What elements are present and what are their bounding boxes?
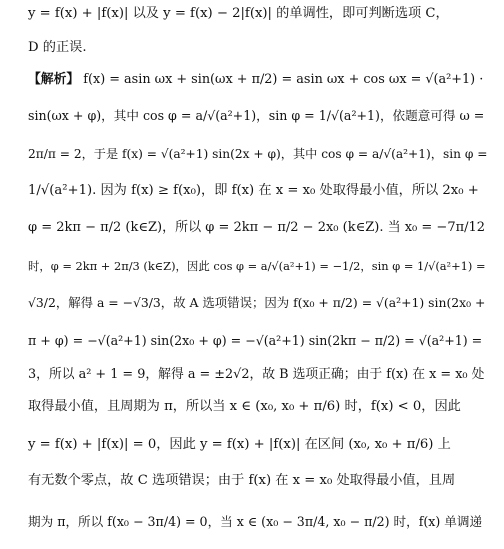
text-line-14: 有无数个零点，故 C 选项错误；由于 f(x) 在 x = x₀ 处取得最小值，且周 [28,473,456,488]
text-line-11: 3，所以 a² + 1 = 9，解得 a = ±2√2，故 B 选项正确；由于 f(x) 在 x = x₀ 处 [28,367,485,382]
text-line-2: D 的正误. [28,40,87,55]
text-line-8: 时，φ = 2kπ + 2π/3 (k∈Z)，因此 cos φ = a/√(a²+1) = −1/2，sin φ = 1/√(a²+1) = [28,259,486,273]
text-line-9: √3/2，解得 a = −√3/3，故 A 选项错误；因为 f(x₀ + π/2) = √(a²+1) sin(2x₀ + [28,295,486,310]
text-line-5: 2π/π = 2，于是 f(x) = √(a²+1) sin(2x + φ)，其中 cos φ = a/√(a²+1)，sin φ = [28,147,488,161]
text-line-13: y = f(x) + |f(x)| = 0，因此 y = f(x) + |f(x)| 在区间 (x₀, x₀ + π/6) 上 [28,437,451,452]
text-line-6: 1/√(a²+1). 因为 f(x) ≥ f(x₀)，即 f(x) 在 x = x₀ 处取得最小值，所以 2x₀ + [28,183,479,198]
text-line-3: 【解析】 f(x) = asin ωx + sin(ωx + π/2) = asin ωx + cos ωx = √(a²+1) · [28,72,484,87]
analysis-heading: 【解析】 [28,72,80,87]
text-line-7: φ = 2kπ − π/2 (k∈Z)，所以 φ = 2kπ − π/2 − 2x₀ (k∈Z). 当 x₀ = −7π/12 [28,220,486,235]
text-line-12: 取得最小值，且周期为 π，所以当 x ∈ (x₀, x₀ + π/6) 时，f(x) < 0，因此 [28,399,461,414]
text-line-4: sin(ωx + φ)，其中 cos φ = a/√(a²+1)，sin φ = 1/√(a²+1)，依题意可得 ω = [28,108,485,123]
text-line-15: 期为 π，所以 f(x₀ − 3π/4) = 0，当 x ∈ (x₀ − 3π/4, x₀ − π/2) 时，f(x) 单调递 [28,514,483,529]
text-line-10: π + φ) = −√(a²+1) sin(2x₀ + φ) = −√(a²+1) sin(2kπ − π/2) = √(a²+1) = [28,333,483,348]
text-line-1: y = f(x) + |f(x)| 以及 y = f(x) − 2|f(x)| 的单调性，即可判断选项 C， [28,6,449,21]
